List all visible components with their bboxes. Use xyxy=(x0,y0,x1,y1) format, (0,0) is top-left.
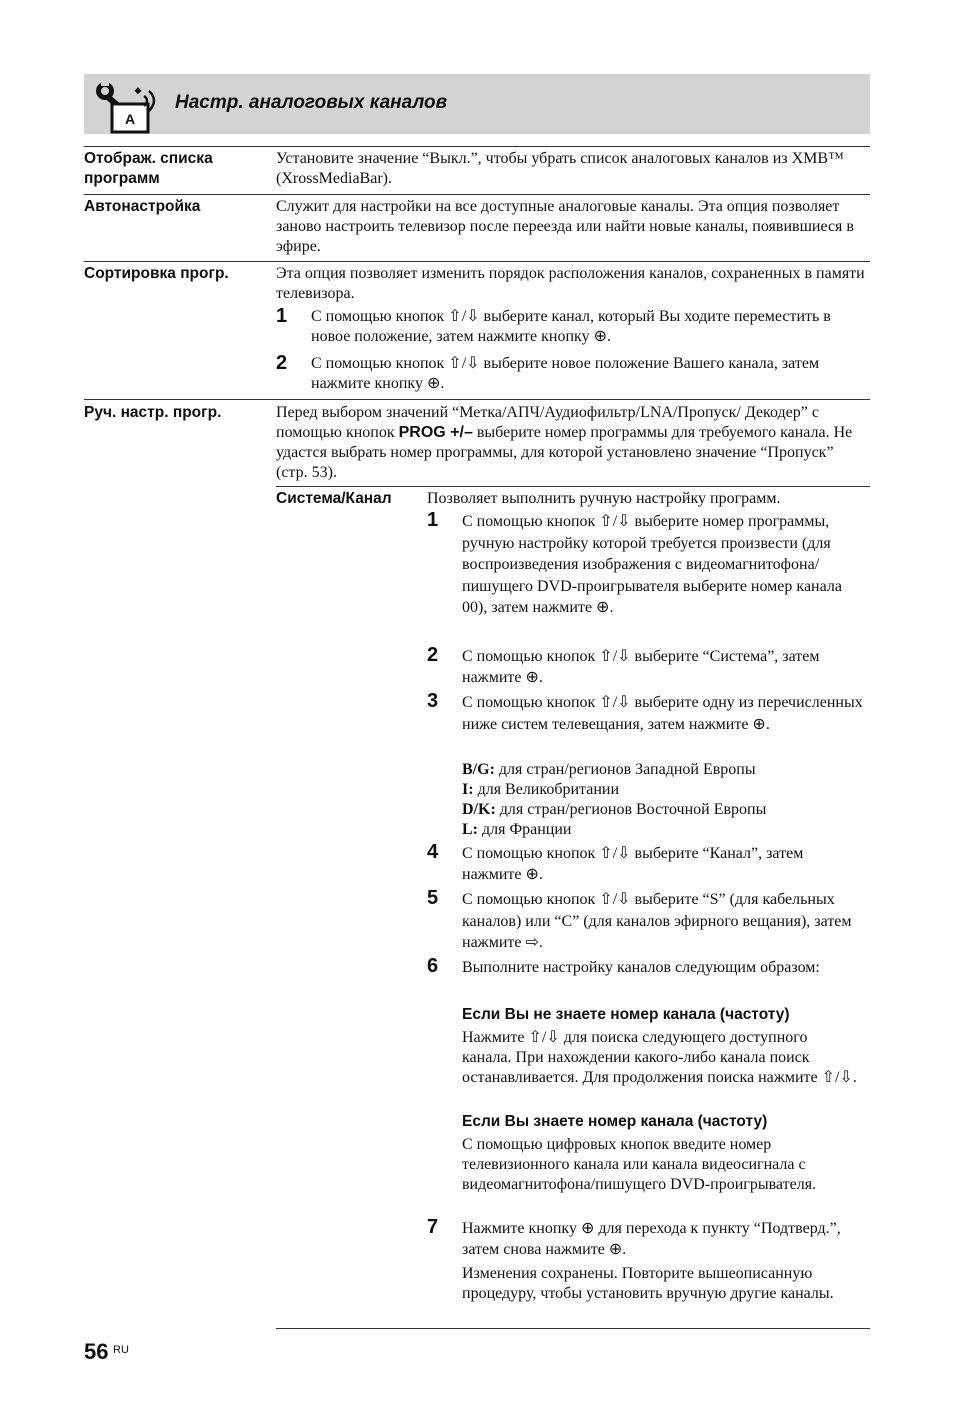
table-divider xyxy=(84,194,870,195)
step-number: 2 xyxy=(276,352,288,374)
table-divider xyxy=(84,399,870,400)
row-text xyxy=(276,403,866,483)
step-text: С помощью кнопок ⇧/⇩ выберите новое положение Вашего канала, затем нажмите кнопку ⊕. xyxy=(311,355,820,392)
system-item: B/G: для стран/регионов Западной Европы xyxy=(462,761,756,778)
table-divider xyxy=(84,146,870,147)
step-number: 3 xyxy=(427,690,439,712)
subheading-unknown: Если Вы не знаете номер канала (частоту) xyxy=(462,1006,790,1023)
page-title: Настр. аналоговых каналов xyxy=(175,92,448,113)
page-lang: RU xyxy=(113,1344,129,1356)
row-label: Руч. настр. прогр. xyxy=(84,404,222,421)
step-text: С помощью кнопок ⇧/⇩ выберите “Система”, затем нажмите ⊕. xyxy=(462,648,820,686)
row-text: Служит для настройки на все доступные аналоговые каналы. Эта опция позволяет заново настроить телевизор после переезда или найти новые каналы, появившиеся в эфире. xyxy=(276,198,854,255)
prog-key-label: PROG +/– xyxy=(398,424,473,441)
step-number: 2 xyxy=(427,644,439,666)
row-text: Установите значение “Выкл.”, чтобы убрать список аналоговых каналов из XMB™ (XrossMediaBar). xyxy=(276,150,844,187)
system-item: L: для Франции xyxy=(462,821,572,838)
row-label: Сортировка прогр. xyxy=(84,265,229,282)
step-number: 1 xyxy=(276,305,288,327)
subrow-label: Система/Канал xyxy=(276,490,392,507)
final-note: Изменения сохранены. Повторите вышеописанную процедуру, чтобы установить вручную другие каналы. xyxy=(462,1265,834,1302)
unknown-text: Нажмите ⇧/⇩ для поиска следующего доступного канала. При нахождении какого-либо канала поиск останавливается. Для продолжения поиска нажмите ⇧/⇩. xyxy=(462,1029,857,1086)
step-number: 7 xyxy=(427,1216,439,1238)
step-text: Нажмите кнопку ⊕ для перехода к пункту “Подтверд.”, затем снова нажмите ⊕. xyxy=(462,1220,841,1258)
row-text-after: выберите номер программы для требуемого канала. Не удастся выбрать номер программы, для которой установлено значение “Пропуск” (стр. 53). xyxy=(276,424,853,481)
row-text-before: Перед выбором значений “Метка/АПЧ/Аудиофильтр/LNA/Пропуск/ Декодер” с помощью кнопок xyxy=(276,404,819,441)
page-number: 56 xyxy=(84,1339,109,1364)
system-list xyxy=(462,760,862,840)
row-text: Эта опция позволяет изменить порядок расположения каналов, сохраненных в памяти телевизора. xyxy=(276,265,865,302)
step-text: С помощью кнопок ⇧/⇩ выберите “S” (для кабельных каналов) или “C” (для каналов эфирного вещания), затем нажмите ⇨. xyxy=(462,891,852,951)
settings-tv-icon xyxy=(92,78,162,134)
step-number: 1 xyxy=(427,509,439,531)
system-item: D/K: для стран/регионов Восточной Европы xyxy=(462,801,767,818)
table-divider xyxy=(276,1328,870,1329)
step-number: 6 xyxy=(427,955,439,977)
table-divider xyxy=(276,486,870,487)
subrow-intro: Позволяет выполнить ручную настройку программ. xyxy=(427,490,781,507)
step-text: С помощью кнопок ⇧/⇩ выберите канал, который Вы ходите переместить в новое положение, затем нажмите кнопку ⊕. xyxy=(311,308,831,345)
step-number: 5 xyxy=(427,887,439,909)
step-number: 4 xyxy=(427,841,439,863)
row-label: Отображ. списка программ xyxy=(84,150,213,187)
row-label: Автонастройка xyxy=(84,198,201,215)
subheading-known: Если Вы знаете номер канала (частоту) xyxy=(462,1113,768,1130)
step-text: С помощью кнопок ⇧/⇩ выберите “Канал”, затем нажмите ⊕. xyxy=(462,845,804,883)
step-text: Выполните настройку каналов следующим образом: xyxy=(462,959,820,976)
svg-text:A: A xyxy=(124,111,136,127)
table-divider xyxy=(84,261,870,262)
step-text: С помощью кнопок ⇧/⇩ выберите номер программы, ручную настройку которой требуется произвести (для воспроизведения изображения с видеомагнитофона/пишущего DVD-проигрывателя выберите номер канала 00), затем нажмите ⊕. xyxy=(462,513,842,616)
system-item: I: для Великобритании xyxy=(462,781,620,798)
known-text: С помощью цифровых кнопок введите номер телевизионного канала или канала видеосигнала с видеомагнитофона/пишущего DVD-проигрывателя. xyxy=(462,1136,817,1193)
step-text: С помощью кнопок ⇧/⇩ выберите одну из перечисленных ниже систем телевещания, затем нажмите ⊕. xyxy=(462,694,863,733)
